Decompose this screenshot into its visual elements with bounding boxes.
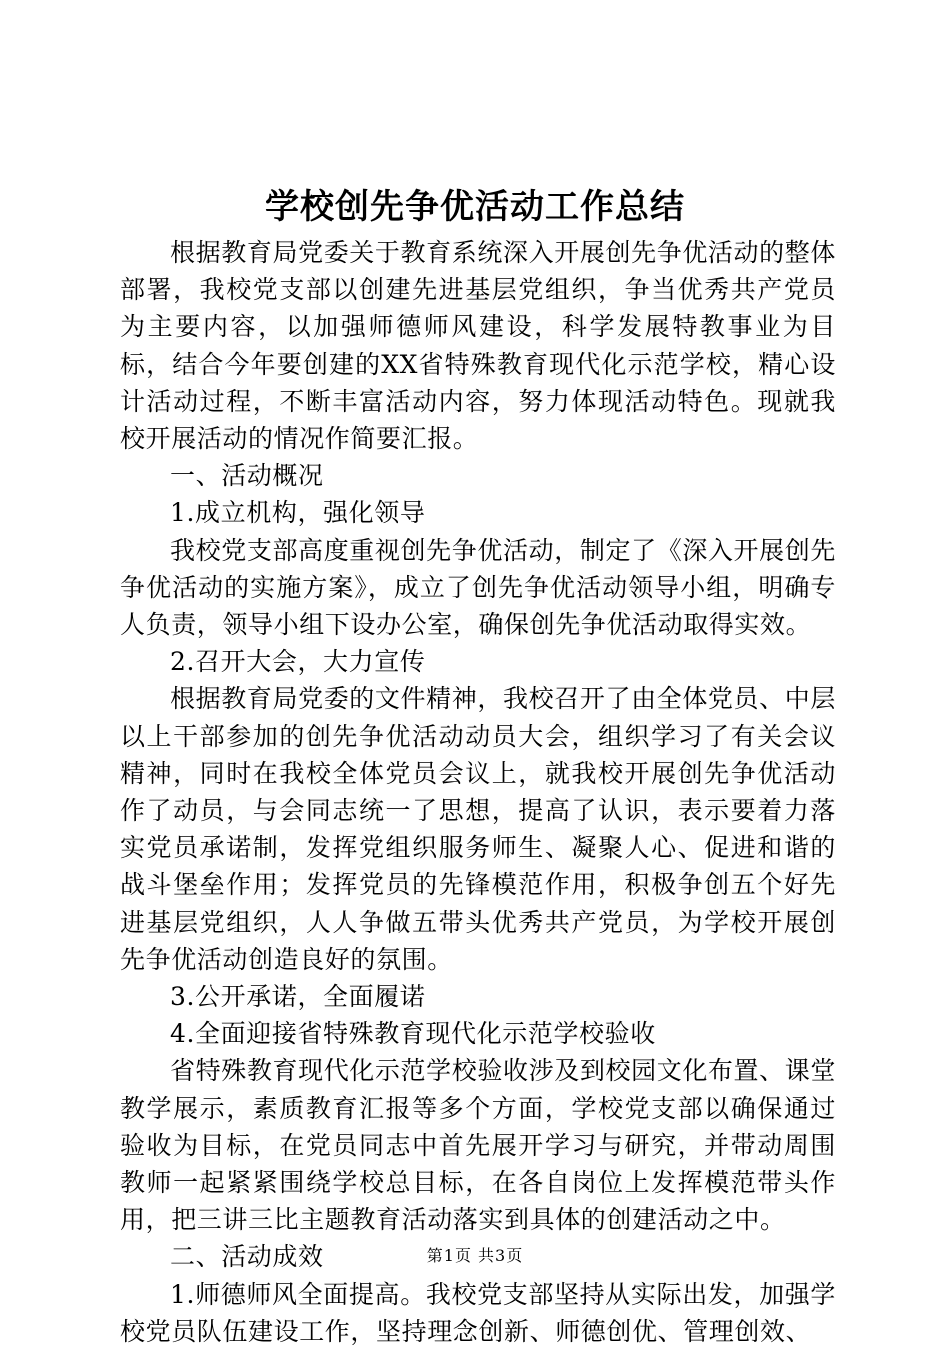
paragraph-inspection: 省特殊教育现代化示范学校验收涉及到校园文化布置、课堂教学展示，素质教育汇报等多个方面，学校党支部以确保通过验收为目标，在党员同志中首先展开学习与研究，并带动周围教师一起紧紧围绕学校总目标，在各自岗位上发挥模范带头作用，把三讲三比主题教育活动落实到具体的创建活动之中。 [120,1056,836,1235]
subheading-inspection: 4.全面迎接省特殊教育现代化示范学校验收 [170,1019,656,1049]
paragraph-results-ethics: 1.师德师风全面提高。我校党支部坚持从实际出发，加强学校党员队伍建设工作，坚持理念创新、师德创优、管理创效、 [120,1279,836,1346]
subheading-organization: 1.成立机构，强化领导 [170,498,426,528]
intro-paragraph: 根据教育局党委关于教育系统深入开展创先争优活动的整体部署，我校党支部以创建先进基层党组织，争当优秀共产党员为主要内容，以加强师德师风建设，科学发展特教事业为目标，结合今年要创建的XX省特殊教育现代化示范学校，精心设计活动过程，不断丰富活动内容，努力体现活动特色。现就我校开展活动的情况作简要汇报。 [120,238,836,454]
paragraph-organization: 我校党支部高度重视创先争优活动，制定了《深入开展创先争优活动的实施方案》，成立了创先争优活动领导小组，明确专人负责，领导小组下设办公室，确保创先争优活动取得实效。 [120,535,836,640]
document-body [120,234,836,1350]
page-footer: 第1页 共3页 [426,1246,524,1265]
section-heading-results: 二、活动成效 [170,1242,324,1272]
section-heading-overview: 一、活动概况 [170,461,324,491]
subheading-meeting: 2.召开大会，大力宣传 [170,647,426,677]
paragraph-meeting: 根据教育局党委的文件精神，我校召开了由全体党员、中层以上干部参加的创先争优活动动员大会，组织学习了有关会议精神，同时在我校全体党员会议上，就我校开展创先争优活动作了动员，与会同志统一了思想，提高了认识，表示要着力落实党员承诺制，发挥党组织服务师生、凝聚人心、促进和谐的战斗堡垒作用；发挥党员的先锋模范作用，积极争创五个好先进基层党组织，人人争做五带头优秀共产党员，为学校开展创先争优活动创造良好的氛围。 [120,684,836,974]
subheading-commitment: 3.公开承诺，全面履诺 [170,982,426,1012]
document-title: 学校创先争优活动工作总结 [265,187,685,227]
